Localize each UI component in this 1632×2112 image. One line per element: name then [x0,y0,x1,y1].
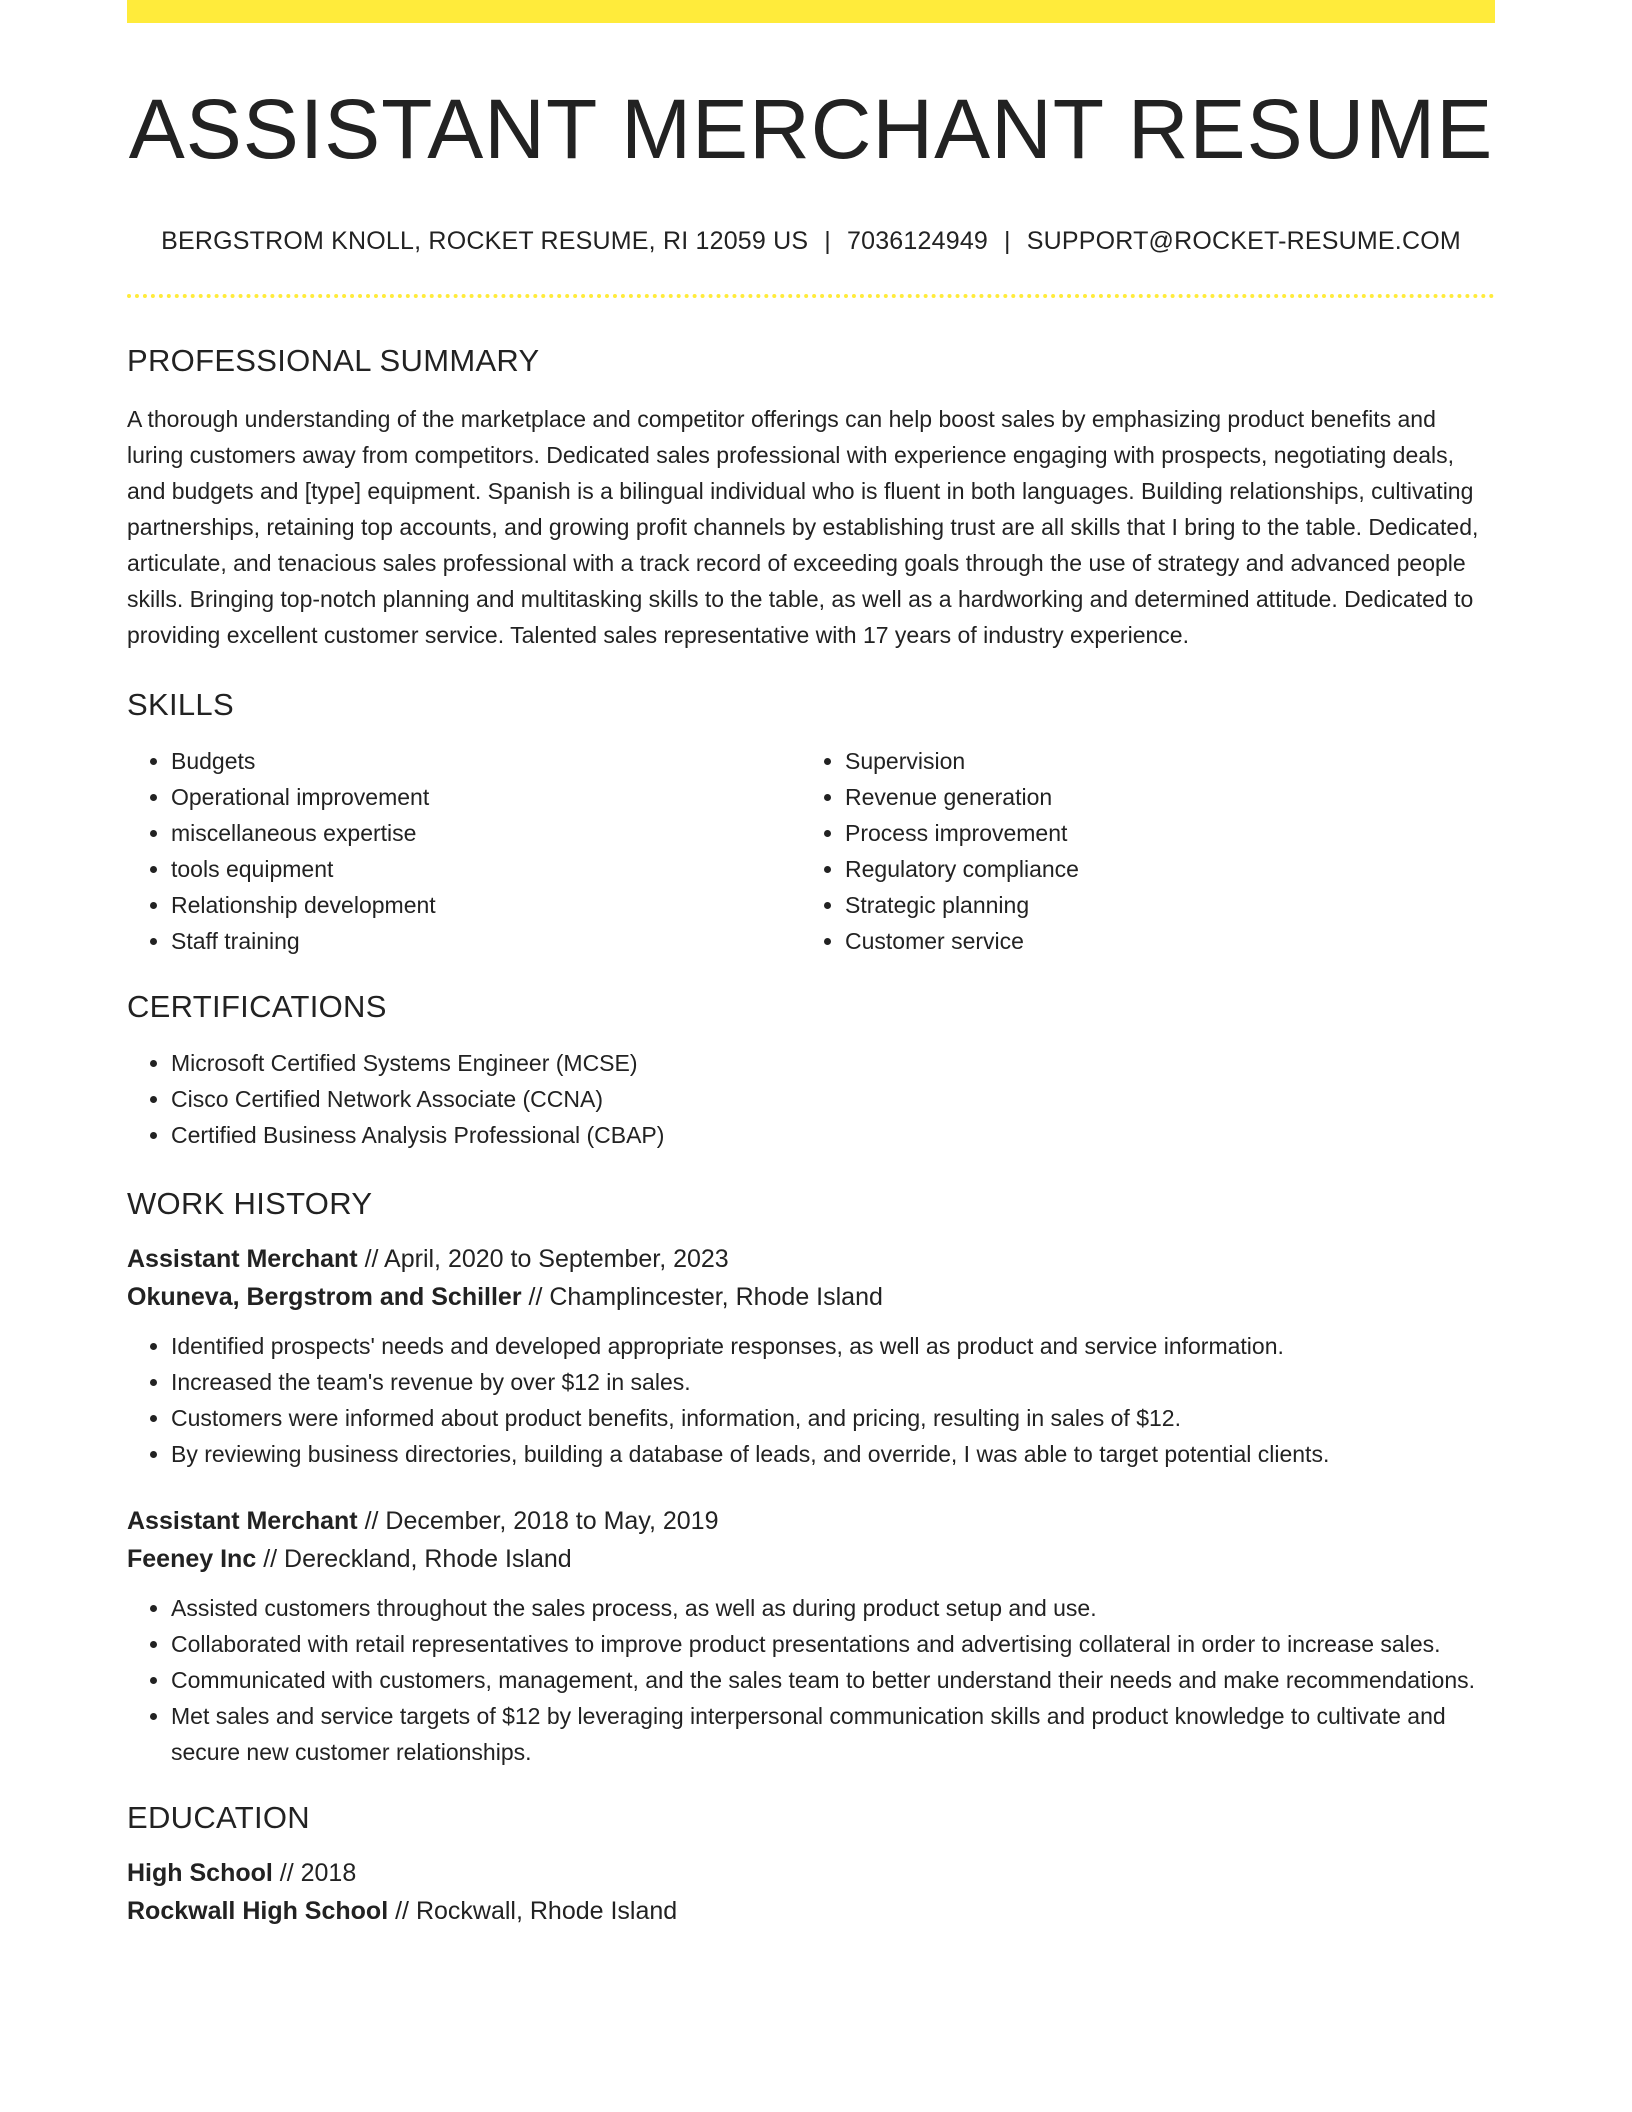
dotted-divider [127,294,1495,298]
job-company: Okuneva, Bergstrom and Schiller [127,1283,522,1312]
contact-line [127,227,1495,256]
skills-grid [127,743,1495,959]
job-bullet: • Collaborated with retail representatives to improve product presentations and advertising collateral in order to increase sales. [171,1626,1495,1662]
resume-title: ASSISTANT MERCHANT RESUME [128,82,1494,176]
job-company-line [127,1278,1495,1316]
top-accent-bar [127,0,1495,23]
education-degree: High School [127,1859,273,1888]
certifications-list [127,1045,1495,1153]
education-school-line [127,1892,1495,1930]
job-dates: // December, 2018 to May, 2019 [364,1507,719,1536]
job-company: Feeney Inc [127,1545,257,1574]
education-location: // Rockwall, Rhode Island [395,1897,678,1926]
contact-separator: | [1004,227,1011,256]
education-heading: EDUCATION [127,1800,310,1836]
skill-item: • Relationship development [171,887,801,923]
job-title: Assistant Merchant [127,1507,358,1536]
education-entry [127,1854,1495,1930]
job-bullet: • Customers were informed about product benefits, information, and pricing, resulting in sales of $12. [171,1400,1495,1436]
education-year: // 2018 [279,1859,357,1888]
skill-item: • Revenue generation [845,779,1475,815]
contact-phone[interactable]: 7036124949 [847,227,989,256]
job-company-line [127,1540,1495,1578]
resume-page [127,0,1495,1930]
skill-item: • Customer service [845,923,1475,959]
certification-item: • Certified Business Analysis Professional (CBAP) [171,1117,1495,1153]
skill-item: • miscellaneous expertise [171,815,801,851]
skills-column-left [127,743,801,959]
skill-item: • Operational improvement [171,779,801,815]
certification-item: • Cisco Certified Network Associate (CCNA) [171,1081,1495,1117]
job-title: Assistant Merchant [127,1245,358,1274]
contact-address: BERGSTROM KNOLL, ROCKET RESUME, RI 12059 US [161,227,809,256]
skills-heading: SKILLS [127,687,234,723]
job-bullet: • Assisted customers throughout the sales process, as well as during product setup and use. [171,1590,1495,1626]
job-bullets [127,1590,1495,1770]
contact-email[interactable]: SUPPORT@ROCKET-RESUME.COM [1026,227,1461,256]
job-entry [127,1502,1495,1770]
certifications-heading: CERTIFICATIONS [127,989,387,1025]
job-title-line [127,1240,1495,1278]
contact-separator: | [824,227,831,256]
skill-item: • Regulatory compliance [845,851,1475,887]
job-bullet: • Increased the team's revenue by over $12 in sales. [171,1364,1495,1400]
job-bullets [127,1328,1495,1472]
summary-heading: PROFESSIONAL SUMMARY [127,343,540,379]
work-history-heading: WORK HISTORY [127,1186,373,1222]
job-location: // Champlincester, Rhode Island [528,1283,883,1312]
skill-item: • Process improvement [845,815,1475,851]
job-title-line [127,1502,1495,1540]
job-entry [127,1240,1495,1472]
skill-item: • tools equipment [171,851,801,887]
skills-column-right [801,743,1475,959]
job-bullet: • Communicated with customers, management, and the sales team to better understand their needs and make recommendations. [171,1662,1495,1698]
skill-item: • Strategic planning [845,887,1475,923]
job-bullet: • Met sales and service targets of $12 by leveraging interpersonal communication skills and product knowledge to cultivate and secure new customer relationships. [171,1698,1495,1770]
skill-item: • Budgets [171,743,801,779]
education-school: Rockwall High School [127,1897,389,1926]
summary-text: A thorough understanding of the marketplace and competitor offerings can help boost sales by emphasizing product benefits and luring customers away from competitors. Dedicated sales professional with experience engaging with prospects, negotiating deals, and budgets and [type] equipment. Spanish is a bilingual individual who is fluent in both languages. Building relationships, cultivating partnerships, retaining top accounts, and growing profit channels by establishing trust are all skills that I bring to the table. Dedicated, articulate, and tenacious sales professional with a track record of exceeding goals through the use of strategy and advanced people skills. Bringing top-notch planning and multitasking skills to the table, as well as a hardworking and determined attitude. Dedicated to providing excellent customer service. Talented sales representative with 17 years of industry experience. [127,406,1479,649]
job-dates: // April, 2020 to September, 2023 [364,1245,729,1274]
skill-item: • Supervision [845,743,1475,779]
job-location: // Dereckland, Rhode Island [263,1545,572,1574]
certification-item: • Microsoft Certified Systems Engineer (MCSE) [171,1045,1495,1081]
skill-item: • Staff training [171,923,801,959]
job-bullet: • By reviewing business directories, building a database of leads, and override, I was able to target potential clients. [171,1436,1495,1472]
job-bullet: • Identified prospects' needs and developed appropriate responses, as well as product and service information. [171,1328,1495,1364]
education-degree-line [127,1854,1495,1892]
